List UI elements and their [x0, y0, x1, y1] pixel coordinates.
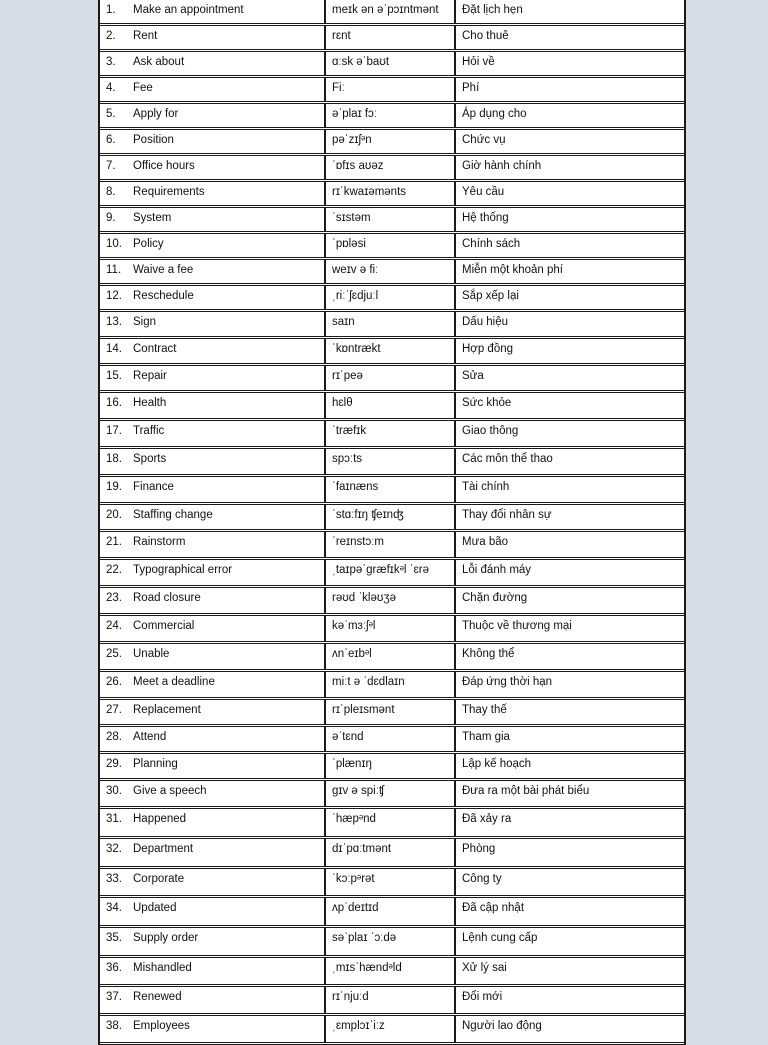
table-row: [100, 928, 684, 958]
row-number: 17.: [106, 425, 122, 437]
table-row: [100, 260, 684, 286]
english-term: Corporate: [133, 873, 185, 885]
term-cell: [100, 449, 326, 474]
row-number: 1.: [106, 4, 116, 16]
vietnamese-cell: Đáp ứng thời hạn: [462, 676, 553, 688]
table-row: [100, 286, 684, 312]
term-cell: [100, 672, 326, 697]
ipa-cell: saɪn: [326, 312, 456, 336]
english-term: Waive a fee: [133, 264, 194, 276]
english-term: Apply for: [133, 108, 179, 120]
term-cell: [100, 532, 326, 557]
english-term: Fee: [133, 82, 153, 94]
table-row: [100, 987, 684, 1016]
english-term: Planning: [133, 758, 178, 770]
english-term: Give a speech: [133, 785, 207, 797]
row-number: 29.: [106, 758, 122, 770]
english-term: Mishandled: [133, 962, 192, 974]
ipa-cell: ˈkɔːpᵊrət: [326, 869, 456, 895]
term-cell: [100, 727, 326, 751]
english-term: Department: [133, 843, 194, 855]
ipa-cell: rɪˈpeə: [326, 366, 456, 390]
english-term: Supply order: [133, 932, 199, 944]
row-number: 16.: [106, 397, 122, 409]
vietnamese-cell: Lập kế hoạch: [462, 758, 532, 770]
row-number: 30.: [106, 785, 122, 797]
term-cell: [100, 208, 326, 231]
english-term: Unable: [133, 648, 170, 660]
table-row: [100, 26, 684, 52]
table-row: [100, 366, 684, 393]
term-cell: [100, 286, 326, 309]
row-number: 23.: [106, 592, 122, 604]
ipa-cell: ˈplænɪŋ: [326, 754, 456, 778]
table-row: [100, 588, 684, 616]
ipa-cell: rɪˈkwaɪəmənts: [326, 182, 456, 205]
row-number: 34.: [106, 902, 122, 914]
english-term: Requirements: [133, 186, 205, 198]
english-term: Employees: [133, 1020, 190, 1032]
term-cell: [100, 52, 326, 75]
term-cell: [100, 809, 326, 836]
vietnamese-cell: Hợp đồng: [462, 343, 514, 355]
term-cell: [100, 393, 326, 418]
row-number: 26.: [106, 676, 122, 688]
ipa-cell: rəʊd ˈkləʊʒə: [326, 588, 456, 613]
ipa-cell: dɪˈpɑːtmənt: [326, 839, 456, 866]
table-row: [100, 449, 684, 477]
ipa-cell: ʌnˈeɪbᵊl: [326, 644, 456, 669]
row-number: 7.: [106, 160, 116, 172]
ipa-cell: miːt ə ˈdɛdlaɪn: [326, 672, 456, 697]
english-term: Rainstorm: [133, 536, 186, 548]
term-cell: [100, 869, 326, 895]
english-term: Reschedule: [133, 290, 194, 302]
term-cell: [100, 754, 326, 778]
vietnamese-cell: Đã xảy ra: [462, 813, 512, 825]
ipa-cell: ˌmɪsˈhændᵊld: [326, 958, 456, 984]
term-cell: [100, 312, 326, 336]
english-term: Typographical error: [133, 564, 233, 576]
ipa-cell: weɪv ə fiː: [326, 260, 456, 283]
vietnamese-cell: Phí: [462, 82, 480, 94]
english-term: Sports: [133, 453, 167, 465]
ipa-cell: pəˈzɪʃᵊn: [326, 130, 456, 153]
english-term: Replacement: [133, 704, 201, 716]
english-term: Traffic: [133, 425, 165, 437]
vietnamese-cell: Chính sách: [462, 238, 521, 250]
vietnamese-cell: Các môn thể thao: [462, 453, 553, 465]
term-cell: [100, 505, 326, 529]
row-number: 19.: [106, 481, 122, 493]
table-row: [100, 616, 684, 644]
english-term: Attend: [133, 731, 167, 743]
term-cell: [100, 898, 326, 925]
term-cell: [100, 958, 326, 984]
ipa-cell: ˈsɪstəm: [326, 208, 456, 231]
english-term: Meet a deadline: [133, 676, 215, 688]
term-cell: [100, 1016, 326, 1042]
table-row: [100, 78, 684, 104]
english-term: Ask about: [133, 56, 185, 68]
row-number: 14.: [106, 343, 122, 355]
term-cell: [100, 781, 326, 806]
english-term: Updated: [133, 902, 177, 914]
english-term: Commercial: [133, 620, 195, 632]
vietnamese-cell: Áp dụng cho: [462, 108, 527, 120]
english-term: Health: [133, 397, 167, 409]
ipa-cell: gɪv ə spiːʧ: [326, 781, 456, 806]
english-term: Position: [133, 134, 174, 146]
table-row: [100, 130, 684, 156]
english-term: Rent: [133, 30, 158, 42]
vietnamese-cell: Lệnh cung cấp: [462, 932, 538, 944]
term-cell: [100, 234, 326, 257]
table-row: [100, 644, 684, 672]
table-row: [100, 958, 684, 987]
row-number: 32.: [106, 843, 122, 855]
term-cell: [100, 928, 326, 955]
term-cell: [100, 987, 326, 1013]
ipa-cell: hɛlθ: [326, 393, 456, 418]
table-row: [100, 781, 684, 809]
table-row: [100, 182, 684, 208]
row-number: 15.: [106, 370, 122, 382]
table-row: [100, 234, 684, 260]
vietnamese-cell: Hệ thống: [462, 212, 509, 224]
row-number: 3.: [106, 56, 116, 68]
row-number: 24.: [106, 620, 122, 632]
table-row: [100, 700, 684, 727]
table-row: [100, 532, 684, 560]
vietnamese-cell: Giờ hành chính: [462, 160, 542, 172]
ipa-cell: ˈstɑːfɪŋ ʧeɪnʤ: [326, 505, 456, 529]
vietnamese-cell: Chặn đường: [462, 592, 528, 604]
table-row: [100, 672, 684, 700]
table-row: [100, 104, 684, 130]
ipa-cell: ˈhæpᵊnd: [326, 809, 456, 836]
term-cell: [100, 366, 326, 390]
row-number: 21.: [106, 536, 122, 548]
row-number: 31.: [106, 813, 122, 825]
table-row: [100, 1016, 684, 1045]
row-number: 11.: [106, 264, 122, 276]
vietnamese-cell: Dấu hiệu: [462, 316, 509, 328]
term-cell: [100, 588, 326, 613]
row-number: 18.: [106, 453, 122, 465]
ipa-cell: əˈplaɪ fɔː: [326, 104, 456, 127]
vietnamese-cell: Mưa bão: [462, 536, 509, 548]
term-cell: [100, 26, 326, 49]
table-row: [100, 208, 684, 234]
english-term: Finance: [133, 481, 174, 493]
row-number: 4.: [106, 82, 116, 94]
term-cell: [100, 78, 326, 101]
table-row: [100, 393, 684, 421]
vietnamese-cell: Thuộc về thương mại: [462, 620, 572, 632]
vietnamese-cell: Không thể: [462, 648, 515, 660]
ipa-cell: spɔːts: [326, 449, 456, 474]
table-row: [100, 754, 684, 781]
table-row: [100, 312, 684, 339]
vocabulary-table: [98, 0, 686, 1045]
term-cell: [100, 156, 326, 179]
ipa-cell: ˈkɒntrækt: [326, 339, 456, 363]
term-cell: [100, 339, 326, 363]
vietnamese-cell: Xử lý sai: [462, 962, 507, 974]
ipa-cell: rɪˈnjuːd: [326, 987, 456, 1013]
ipa-cell: ʌpˈdeɪtɪd: [326, 898, 456, 925]
english-term: Make an appointment: [133, 4, 244, 16]
vietnamese-cell: Sức khỏe: [462, 397, 512, 409]
vietnamese-cell: Sửa: [462, 370, 484, 382]
term-cell: [100, 839, 326, 866]
vietnamese-cell: Công ty: [462, 873, 502, 885]
row-number: 13.: [106, 316, 122, 328]
term-cell: [100, 130, 326, 153]
term-cell: [100, 104, 326, 127]
ipa-cell: ˌɛmplɔɪˈiːz: [326, 1016, 456, 1042]
term-cell: [100, 700, 326, 724]
row-number: 36.: [106, 962, 122, 974]
term-cell: [100, 616, 326, 641]
english-term: System: [133, 212, 172, 224]
ipa-cell: meɪk ən əˈpɔɪntmənt: [326, 0, 456, 23]
table-row: [100, 421, 684, 449]
ipa-cell: əˈtɛnd: [326, 727, 456, 751]
ipa-cell: ˈtræfɪk: [326, 421, 456, 446]
vietnamese-cell: Giao thông: [462, 425, 519, 437]
table-row: [100, 477, 684, 505]
vietnamese-cell: Tài chính: [462, 481, 510, 493]
row-number: 9.: [106, 212, 116, 224]
ipa-cell: ˈpɒləsi: [326, 234, 456, 257]
row-number: 27.: [106, 704, 122, 716]
vietnamese-cell: Cho thuê: [462, 30, 509, 42]
table-row: [100, 839, 684, 869]
vietnamese-cell: Chức vụ: [462, 134, 506, 146]
english-term: Policy: [133, 238, 164, 250]
term-cell: [100, 421, 326, 446]
ipa-cell: Fiː: [326, 78, 456, 101]
row-number: 28.: [106, 731, 122, 743]
vietnamese-cell: Miễn một khoản phí: [462, 264, 564, 276]
term-cell: [100, 477, 326, 502]
vietnamese-cell: Đã cập nhật: [462, 902, 525, 914]
row-number: 10.: [106, 238, 122, 250]
vietnamese-cell: Người lao động: [462, 1020, 542, 1032]
vietnamese-cell: Sắp xếp lại: [462, 290, 519, 302]
ipa-cell: səˈplaɪ ˈɔːdə: [326, 928, 456, 955]
term-cell: [100, 182, 326, 205]
ipa-cell: ˈfaɪnæns: [326, 477, 456, 502]
table-row: [100, 809, 684, 839]
vietnamese-cell: Yêu cầu: [462, 186, 505, 198]
row-number: 33.: [106, 873, 122, 885]
vietnamese-cell: Lỗi đánh máy: [462, 564, 532, 576]
ipa-cell: ˈreɪnstɔːm: [326, 532, 456, 557]
english-term: Renewed: [133, 991, 182, 1003]
english-term: Road closure: [133, 592, 201, 604]
english-term: Happened: [133, 813, 187, 825]
row-number: 25.: [106, 648, 122, 660]
vietnamese-cell: Hỏi về: [462, 56, 495, 68]
term-cell: [100, 560, 326, 585]
vietnamese-cell: Tham gia: [462, 731, 510, 743]
row-number: 35.: [106, 932, 122, 944]
ipa-cell: kəˈmɜːʃᵊl: [326, 616, 456, 641]
table-row: [100, 898, 684, 928]
table-row: [100, 727, 684, 754]
term-cell: [100, 644, 326, 669]
english-term: Office hours: [133, 160, 195, 172]
table-row: [100, 869, 684, 898]
table-row: [100, 505, 684, 532]
table-row: [100, 0, 684, 26]
term-cell: [100, 260, 326, 283]
vietnamese-cell: Đổi mới: [462, 991, 503, 1003]
vietnamese-cell: Đặt lịch hẹn: [462, 4, 523, 16]
ipa-cell: ɑːsk əˈbaʊt: [326, 52, 456, 75]
table-row: [100, 339, 684, 366]
english-term: Sign: [133, 316, 157, 328]
ipa-cell: rɪˈpleɪsmənt: [326, 700, 456, 724]
english-term: Repair: [133, 370, 167, 382]
vietnamese-cell: Thay đổi nhân sự: [462, 509, 552, 521]
row-number: 6.: [106, 134, 116, 146]
vietnamese-cell: Đưa ra một bài phát biểu: [462, 785, 590, 797]
term-cell: [100, 0, 326, 23]
english-term: Contract: [133, 343, 177, 355]
row-number: 12.: [106, 290, 122, 302]
row-number: 5.: [106, 108, 116, 120]
table-row: [100, 560, 684, 588]
ipa-cell: ˌtaɪpəˈgræfɪkᵊl ˈɛrə: [326, 560, 456, 585]
vietnamese-cell: Phòng: [462, 843, 496, 855]
row-number: 20.: [106, 509, 122, 521]
row-number: 37.: [106, 991, 122, 1003]
row-number: 8.: [106, 186, 116, 198]
ipa-cell: ˌriːˈʃɛdjuːl: [326, 286, 456, 309]
row-number: 22.: [106, 564, 122, 576]
table-row: [100, 52, 684, 78]
ipa-cell: rɛnt: [326, 26, 456, 49]
english-term: Staffing change: [133, 509, 213, 521]
table-row: [100, 156, 684, 182]
vietnamese-cell: Thay thế: [462, 704, 507, 716]
row-number: 38.: [106, 1020, 122, 1032]
row-number: 2.: [106, 30, 116, 42]
ipa-cell: ˈɒfɪs aʊəz: [326, 156, 456, 179]
